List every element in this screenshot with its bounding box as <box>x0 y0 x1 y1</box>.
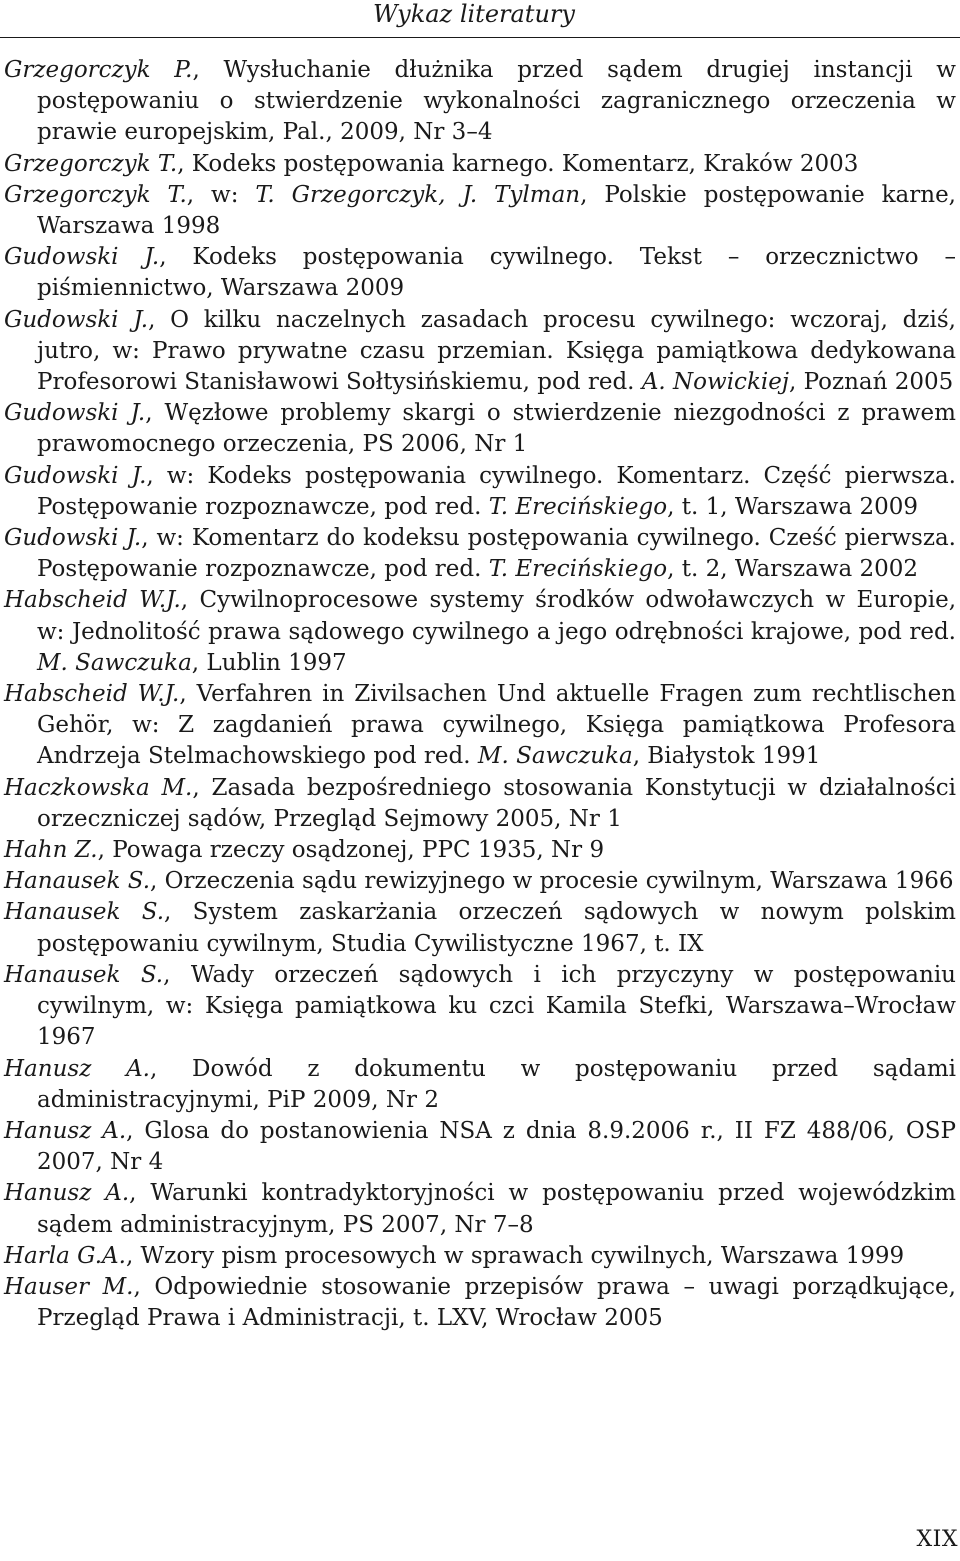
entry-text: , Verfahren in Zivilsachen Und aktuelle Fragen zum rechtlischen Gehör, w: Z zagdanień prawa cywilnego, Księga pamiątkowa Profesora Andrzeja Stelmachowskiego pod red. <box>37 681 957 770</box>
entry-text: , Wady orzeczeń sądowych i ich przyczyny w postępowaniu cywilnym, w: Księga pamiątkowa ku czci Kamila Stefki, Warszawa–Wrocław 1967 <box>37 961 956 1051</box>
entry-text: , Cywilnoprocesowe systemy środków odwoławczych w Europie, w: Jednolitość prawa sądowego cywilnego a jego odrębności krajowe, pod red. <box>37 587 956 645</box>
entry-text: , Glosa do postanowienia NSA z dnia 8.9.2006 r., II FZ 488/06, OSP 2007, Nr 4 <box>37 1117 956 1176</box>
bibliography-entry <box>4 960 956 1054</box>
entry-author: Haczkowska M. <box>4 774 193 801</box>
entry-author: Hanusz A. <box>4 1180 130 1207</box>
entry-editor-name: T. Erecińskiego <box>488 493 668 520</box>
entry-text: , w: Komentarz do kodeksu postępowania cywilnego. Cześć pierwsza. Postępowanie rozpoznawcze, pod red. <box>37 525 956 583</box>
entry-author: Grzegorczyk T. <box>4 150 178 177</box>
entry-author: Hanausek S. <box>4 899 165 926</box>
entry-author: Harla G.A. <box>4 1242 126 1269</box>
page-number: XIX <box>916 1527 958 1552</box>
entry-author: Gudowski J. <box>4 306 149 333</box>
bibliography-entry <box>4 242 956 304</box>
entry-author: Hanausek S. <box>4 961 164 988</box>
entry-author: Hahn Z. <box>4 837 98 864</box>
bibliography-entry <box>4 305 956 399</box>
bibliography-entry <box>4 1241 956 1272</box>
bibliography-entry <box>4 1178 956 1240</box>
entry-author: Gudowski J. <box>4 525 142 552</box>
entry-text: , Wzory pism procesowych w sprawach cywilnych, Warszawa 1999 <box>125 1242 905 1269</box>
entry-text: , Powaga rzeczy osądzonej, PPC 1935, Nr 9 <box>97 837 605 864</box>
entry-text: , t. 1, Warszawa 2009 <box>667 493 919 520</box>
entry-text: , Warunki kontradyktoryjności w postępowaniu przed wojewódzkim sądem administracyjnym, PS 2007, Nr 7–8 <box>37 1180 956 1238</box>
bibliography-entry <box>4 679 956 773</box>
bibliography-entry <box>4 897 956 959</box>
entry-author: Hauser M. <box>4 1273 134 1300</box>
bibliography-entry <box>4 1054 956 1116</box>
entry-text: , Lublin 1997 <box>191 649 347 676</box>
entry-editor-name: T. Grzegorczyk, J. Tylman <box>255 181 581 208</box>
entry-author: Grzegorczyk P. <box>4 57 193 83</box>
entry-author: Grzegorczyk T. <box>4 181 187 208</box>
entry-editor-name: A. Nowickiej <box>641 369 789 396</box>
bibliography-entry <box>4 585 956 679</box>
entry-text: , Zasada bezpośredniego stosowania Konstytucji w działalności orzeczniczej sądów, Przegląd Sejmowy 2005, Nr 1 <box>37 774 956 832</box>
entry-editor-name: M. Sawczuka <box>477 743 633 770</box>
entry-text: , Odpowiednie stosowanie przepisów prawa – uwagi porządkujące, Przegląd Prawa i Administracji, t. LXV, Wrocław 2005 <box>37 1273 956 1332</box>
entry-text: , Białystok 1991 <box>632 743 821 770</box>
entry-text: , O kilku naczelnych zasadach procesu cywilnego: wczoraj, dziś, jutro, w: Prawo prywatne czasu przemian. Księga pamiątkowa dedykowana Profesorowi Stanisławowi Sołtysińskiemu, pod red. <box>37 306 956 396</box>
entry-author: Habscheid W.J. <box>4 681 180 708</box>
entry-text: , Polskie postępowanie karne, Warszawa 1998 <box>37 181 956 240</box>
bibliography-entry <box>4 523 956 585</box>
entry-text: , w: Kodeks postępowania cywilnego. Komentarz. Część pierwsza. Postępowanie rozpoznawcze, pod red. <box>37 462 956 520</box>
entry-author: Hanusz A. <box>4 1055 150 1082</box>
entry-author: Hanusz A. <box>4 1117 127 1144</box>
entry-author: Hanausek S. <box>4 868 151 895</box>
bibliography-entry <box>4 180 956 242</box>
entry-text: , Dowód z dokumentu w postępowaniu przed sądami administracyjnymi, PiP 2009, Nr 2 <box>37 1055 956 1113</box>
bibliography-entry <box>4 398 956 460</box>
bibliography-entry <box>4 149 956 180</box>
bibliography-entry <box>4 835 956 866</box>
header-rule <box>0 37 960 38</box>
entry-author: Gudowski J. <box>4 462 147 489</box>
bibliography-entry <box>4 1116 956 1178</box>
entry-author: Habscheid W.J. <box>4 587 181 614</box>
running-header-title: Wykaz literatury <box>373 0 575 28</box>
bibliography-entry <box>4 55 956 149</box>
entry-text: , Kodeks postępowania karnego. Komentarz, Kraków 2003 <box>177 150 859 177</box>
entry-text: , t. 2, Warszawa 2002 <box>667 556 919 583</box>
entry-text: , Kodeks postępowania cywilnego. Tekst – orzecznictwo – piśmiennictwo, Warszawa 2009 <box>37 244 956 302</box>
entry-text: , Orzeczenia sądu rewizyjnego w procesie cywilnym, Warszawa 1966 <box>150 868 954 895</box>
bibliography-entry <box>4 461 956 523</box>
running-header <box>0 0 960 40</box>
bibliography-entry <box>4 1272 956 1334</box>
entry-text: , Węzłowe problemy skargi o stwierdzenie niezgodności z prawem prawomocnego orzeczenia, PS 2006, Nr 1 <box>37 400 956 458</box>
bibliography-entry <box>4 866 956 897</box>
entry-author: Gudowski J. <box>4 244 160 271</box>
bibliography-entry <box>4 773 956 835</box>
entry-author: Gudowski J. <box>4 400 146 427</box>
entry-editor-name: T. Erecińskiego <box>488 556 668 583</box>
entry-text: , System zaskarżania orzeczeń sądowych w nowym polskim postępowaniu cywilnym, Studia Cywilistyczne 1967, t. IX <box>37 899 956 957</box>
bibliography-list <box>4 55 956 1334</box>
entry-text: , Wysłuchanie dłużnika przed sądem drugiej instancji w postępowaniu o stwierdzenie wykonalności zagranicznego orzeczenia w prawie europejskim, Pal., 2009, Nr 3–4 <box>37 57 956 146</box>
entry-text: , Poznań 2005 <box>788 369 954 396</box>
entry-editor-name: M. Sawczuka <box>37 649 192 676</box>
entry-text: , w: <box>186 181 256 208</box>
